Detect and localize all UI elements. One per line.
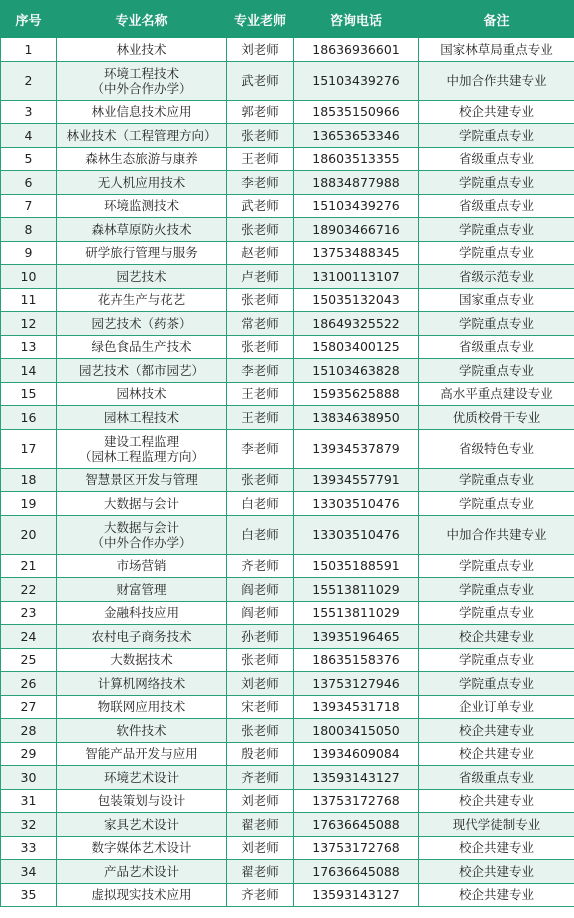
row-number: 29 [1,742,57,766]
table-row [1,672,574,696]
header-major-name: 专业名称 [57,1,227,38]
major-name-line: 园艺技术（药茶） [91,315,192,331]
table-row [1,218,574,242]
phone-number: 15035132043 [294,288,419,312]
major-name-line: 包装策划与设计 [97,793,186,809]
major-name [57,515,227,554]
major-name-line: 森林草原防火技术 [91,221,192,237]
note: 校企共建专业 [419,719,574,743]
major-name-line: 绿色食品生产技术 [91,339,192,355]
note: 省级特色专业 [419,429,574,468]
major-name [57,382,227,406]
phone-number: 15103439276 [294,61,419,100]
teacher-name: 齐老师 [227,883,294,907]
note: 校企共建专业 [419,860,574,884]
row-number: 30 [1,766,57,790]
header-row [1,1,574,38]
major-name-line: 市场营销 [116,558,167,574]
table-row [1,100,574,124]
note: 学院重点专业 [419,468,574,492]
phone-number: 13753127946 [294,672,419,696]
major-name [57,719,227,743]
note: 中加合作共建专业 [419,61,574,100]
major-name [57,171,227,195]
note: 学院重点专业 [419,359,574,383]
major-name [57,100,227,124]
phone-number: 13593143127 [294,883,419,907]
teacher-name: 刘老师 [227,836,294,860]
header-note: 备注 [419,1,574,38]
teacher-name: 王老师 [227,406,294,430]
major-name [57,124,227,148]
table-row [1,124,574,148]
table-row [1,194,574,218]
table-row [1,335,574,359]
major-name [57,38,227,62]
major-name-line: 园艺技术 [116,268,167,284]
row-number: 3 [1,100,57,124]
teacher-name: 郭老师 [227,100,294,124]
table-row [1,241,574,265]
major-name [57,312,227,336]
teacher-name: 宋老师 [227,695,294,719]
row-number: 2 [1,61,57,100]
note: 校企共建专业 [419,742,574,766]
row-number: 26 [1,672,57,696]
row-number: 32 [1,813,57,837]
phone-number: 18535150966 [294,100,419,124]
teacher-name: 翟老师 [227,860,294,884]
major-name-line: 大数据技术 [110,652,173,668]
teacher-name: 李老师 [227,171,294,195]
major-name-line: 环境艺术设计 [103,769,179,785]
table-row [1,492,574,516]
teacher-name: 王老师 [227,147,294,171]
table-row [1,766,574,790]
major-name-line: （中外合作办学） [91,80,192,96]
table-row [1,742,574,766]
teacher-name: 刘老师 [227,672,294,696]
table-row [1,38,574,62]
note: 学院重点专业 [419,312,574,336]
major-name-line: 林业信息技术应用 [91,104,192,120]
major-name-line: 智慧景区开发与管理 [85,472,198,488]
note: 校企共建专业 [419,100,574,124]
note: 学院重点专业 [419,648,574,672]
teacher-name: 刘老师 [227,789,294,813]
table-row [1,515,574,554]
teacher-name: 张老师 [227,648,294,672]
major-name [57,429,227,468]
teacher-name: 张老师 [227,218,294,242]
major-name [57,194,227,218]
major-name-line: （中外合作办学） [91,534,192,550]
major-name-line: 研学旅行管理与服务 [85,245,198,261]
major-name-line: （园林工程监理方向） [78,448,204,464]
teacher-name: 阎老师 [227,601,294,625]
table-row [1,719,574,743]
note: 学院重点专业 [419,601,574,625]
row-number: 15 [1,382,57,406]
row-number: 10 [1,265,57,289]
row-number: 27 [1,695,57,719]
note: 优质校骨干专业 [419,406,574,430]
teacher-name: 张老师 [227,719,294,743]
phone-number: 13753172768 [294,836,419,860]
note: 学院重点专业 [419,241,574,265]
teacher-name: 武老师 [227,194,294,218]
table-row [1,312,574,336]
row-number: 25 [1,648,57,672]
table-row [1,288,574,312]
major-name-line: 大数据与会计 [103,495,179,511]
major-name-line: 数字媒体艺术设计 [91,840,192,856]
teacher-name: 翟老师 [227,813,294,837]
row-number: 22 [1,578,57,602]
row-number: 13 [1,335,57,359]
table-row [1,429,574,468]
note: 校企共建专业 [419,836,574,860]
major-name-line: 财富管理 [116,581,167,597]
major-name [57,554,227,578]
table-row [1,147,574,171]
note: 省级重点专业 [419,766,574,790]
note: 企业订单专业 [419,695,574,719]
row-number: 28 [1,719,57,743]
teacher-name: 李老师 [227,429,294,468]
table-row [1,578,574,602]
major-name [57,695,227,719]
phone-number: 13753172768 [294,789,419,813]
row-number: 14 [1,359,57,383]
major-name [57,883,227,907]
row-number: 24 [1,625,57,649]
major-name-line: 金融科技应用 [103,605,179,621]
note: 校企共建专业 [419,789,574,813]
table-row [1,171,574,195]
phone-number: 15803400125 [294,335,419,359]
note: 学院重点专业 [419,218,574,242]
note: 现代学徒制专业 [419,813,574,837]
phone-number: 13653653346 [294,124,419,148]
teacher-name: 阎老师 [227,578,294,602]
phone-number: 13303510476 [294,515,419,554]
major-name-line: 环境工程技术 [103,65,179,81]
row-number: 31 [1,789,57,813]
table-row [1,359,574,383]
phone-number: 13934531718 [294,695,419,719]
phone-number: 15935625888 [294,382,419,406]
table-row [1,468,574,492]
phone-number: 18903466716 [294,218,419,242]
major-name [57,836,227,860]
header-teacher: 专业老师 [227,1,294,38]
row-number: 23 [1,601,57,625]
table-row [1,860,574,884]
major-name [57,648,227,672]
major-name-line: 软件技术 [116,722,167,738]
note: 学院重点专业 [419,554,574,578]
table-row [1,695,574,719]
phone-number: 18003415050 [294,719,419,743]
major-name-line: 园林工程技术 [103,409,179,425]
header-phone: 咨询电话 [294,1,419,38]
phone-number: 13303510476 [294,492,419,516]
major-name-line: 虚拟现实技术应用 [91,887,192,903]
note: 高水平重点建设专业 [419,382,574,406]
row-number: 21 [1,554,57,578]
major-name [57,61,227,100]
major-name-line: 家具艺术设计 [103,816,179,832]
teacher-name: 张老师 [227,335,294,359]
major-name [57,860,227,884]
phone-number: 18635158376 [294,648,419,672]
teacher-name: 刘老师 [227,38,294,62]
note: 校企共建专业 [419,625,574,649]
major-name-line: 园艺技术（都市园艺） [78,362,204,378]
major-name-line: 园林技术 [116,386,167,402]
phone-number: 15513811029 [294,578,419,602]
row-number: 4 [1,124,57,148]
teacher-name: 赵老师 [227,241,294,265]
table-row [1,625,574,649]
major-name [57,789,227,813]
row-number: 6 [1,171,57,195]
major-name-line: 智能产品开发与应用 [85,746,198,762]
phone-number: 18649325522 [294,312,419,336]
phone-number: 13934557791 [294,468,419,492]
phone-number: 18636936601 [294,38,419,62]
major-name-line: 产品艺术设计 [103,863,179,879]
note: 省级重点专业 [419,335,574,359]
table-row [1,648,574,672]
row-number: 12 [1,312,57,336]
teacher-name: 白老师 [227,492,294,516]
major-name-line: 无人机应用技术 [97,174,186,190]
phone-number: 13593143127 [294,766,419,790]
major-name-line: 建设工程监理 [103,433,179,449]
major-name [57,578,227,602]
phone-number: 18603513355 [294,147,419,171]
teacher-name: 常老师 [227,312,294,336]
teacher-name: 张老师 [227,468,294,492]
teacher-name: 殷老师 [227,742,294,766]
phone-number: 13934537879 [294,429,419,468]
note: 学院重点专业 [419,171,574,195]
table-body [1,38,574,907]
major-name [57,813,227,837]
row-number: 19 [1,492,57,516]
row-number: 7 [1,194,57,218]
phone-number: 15103463828 [294,359,419,383]
major-name [57,406,227,430]
note: 国家重点专业 [419,288,574,312]
note: 省级重点专业 [419,147,574,171]
note: 学院重点专业 [419,124,574,148]
phone-number: 13935196465 [294,625,419,649]
major-name [57,335,227,359]
note: 省级重点专业 [419,194,574,218]
phone-number: 13753488345 [294,241,419,265]
major-name-line: 林业技术（工程管理方向） [66,127,217,143]
note: 国家林草局重点专业 [419,38,574,62]
major-name [57,766,227,790]
phone-number: 18834877988 [294,171,419,195]
major-name-line: 花卉生产与花艺 [97,292,186,308]
note: 中加合作共建专业 [419,515,574,554]
table-row [1,406,574,430]
phone-number: 15103439276 [294,194,419,218]
table-row [1,61,574,100]
major-name [57,742,227,766]
phone-number: 13834638950 [294,406,419,430]
row-number: 18 [1,468,57,492]
note: 学院重点专业 [419,492,574,516]
major-name [57,468,227,492]
phone-number: 15035188591 [294,554,419,578]
teacher-name: 齐老师 [227,554,294,578]
row-number: 34 [1,860,57,884]
major-name [57,241,227,265]
table-row [1,554,574,578]
teacher-name: 卢老师 [227,265,294,289]
table-row [1,265,574,289]
teacher-name: 白老师 [227,515,294,554]
teacher-name: 齐老师 [227,766,294,790]
row-number: 11 [1,288,57,312]
teacher-name: 张老师 [227,288,294,312]
major-name [57,359,227,383]
row-number: 16 [1,406,57,430]
row-number: 5 [1,147,57,171]
major-name [57,288,227,312]
table-row [1,813,574,837]
table-row [1,836,574,860]
row-number: 8 [1,218,57,242]
major-name-line: 林业技术 [116,41,167,57]
row-number: 1 [1,38,57,62]
major-name-line: 森林生态旅游与康养 [85,151,198,167]
table-row [1,601,574,625]
teacher-name: 李老师 [227,359,294,383]
major-name [57,601,227,625]
major-name [57,147,227,171]
table-row [1,382,574,406]
teacher-name: 王老师 [227,382,294,406]
phone-number: 13934609084 [294,742,419,766]
teacher-name: 张老师 [227,124,294,148]
row-number: 17 [1,429,57,468]
note: 校企共建专业 [419,883,574,907]
table-header [1,1,574,38]
row-number: 20 [1,515,57,554]
major-name [57,265,227,289]
note: 省级示范专业 [419,265,574,289]
major-name [57,672,227,696]
teacher-name: 孙老师 [227,625,294,649]
note: 学院重点专业 [419,578,574,602]
major-name [57,492,227,516]
major-name-line: 计算机网络技术 [97,675,186,691]
major-name-line: 农村电子商务技术 [91,628,192,644]
phone-number: 17636645088 [294,860,419,884]
major-name-line: 环境监测技术 [103,198,179,214]
phone-number: 17636645088 [294,813,419,837]
major-name-line: 大数据与会计 [103,519,179,535]
row-number: 9 [1,241,57,265]
table-row [1,789,574,813]
note: 学院重点专业 [419,672,574,696]
table-row [1,883,574,907]
teacher-name: 武老师 [227,61,294,100]
row-number: 35 [1,883,57,907]
header-no: 序号 [1,1,57,38]
major-name-line: 物联网应用技术 [97,699,186,715]
phone-number: 15513811029 [294,601,419,625]
phone-number: 13100113107 [294,265,419,289]
major-name [57,218,227,242]
row-number: 33 [1,836,57,860]
major-name [57,625,227,649]
